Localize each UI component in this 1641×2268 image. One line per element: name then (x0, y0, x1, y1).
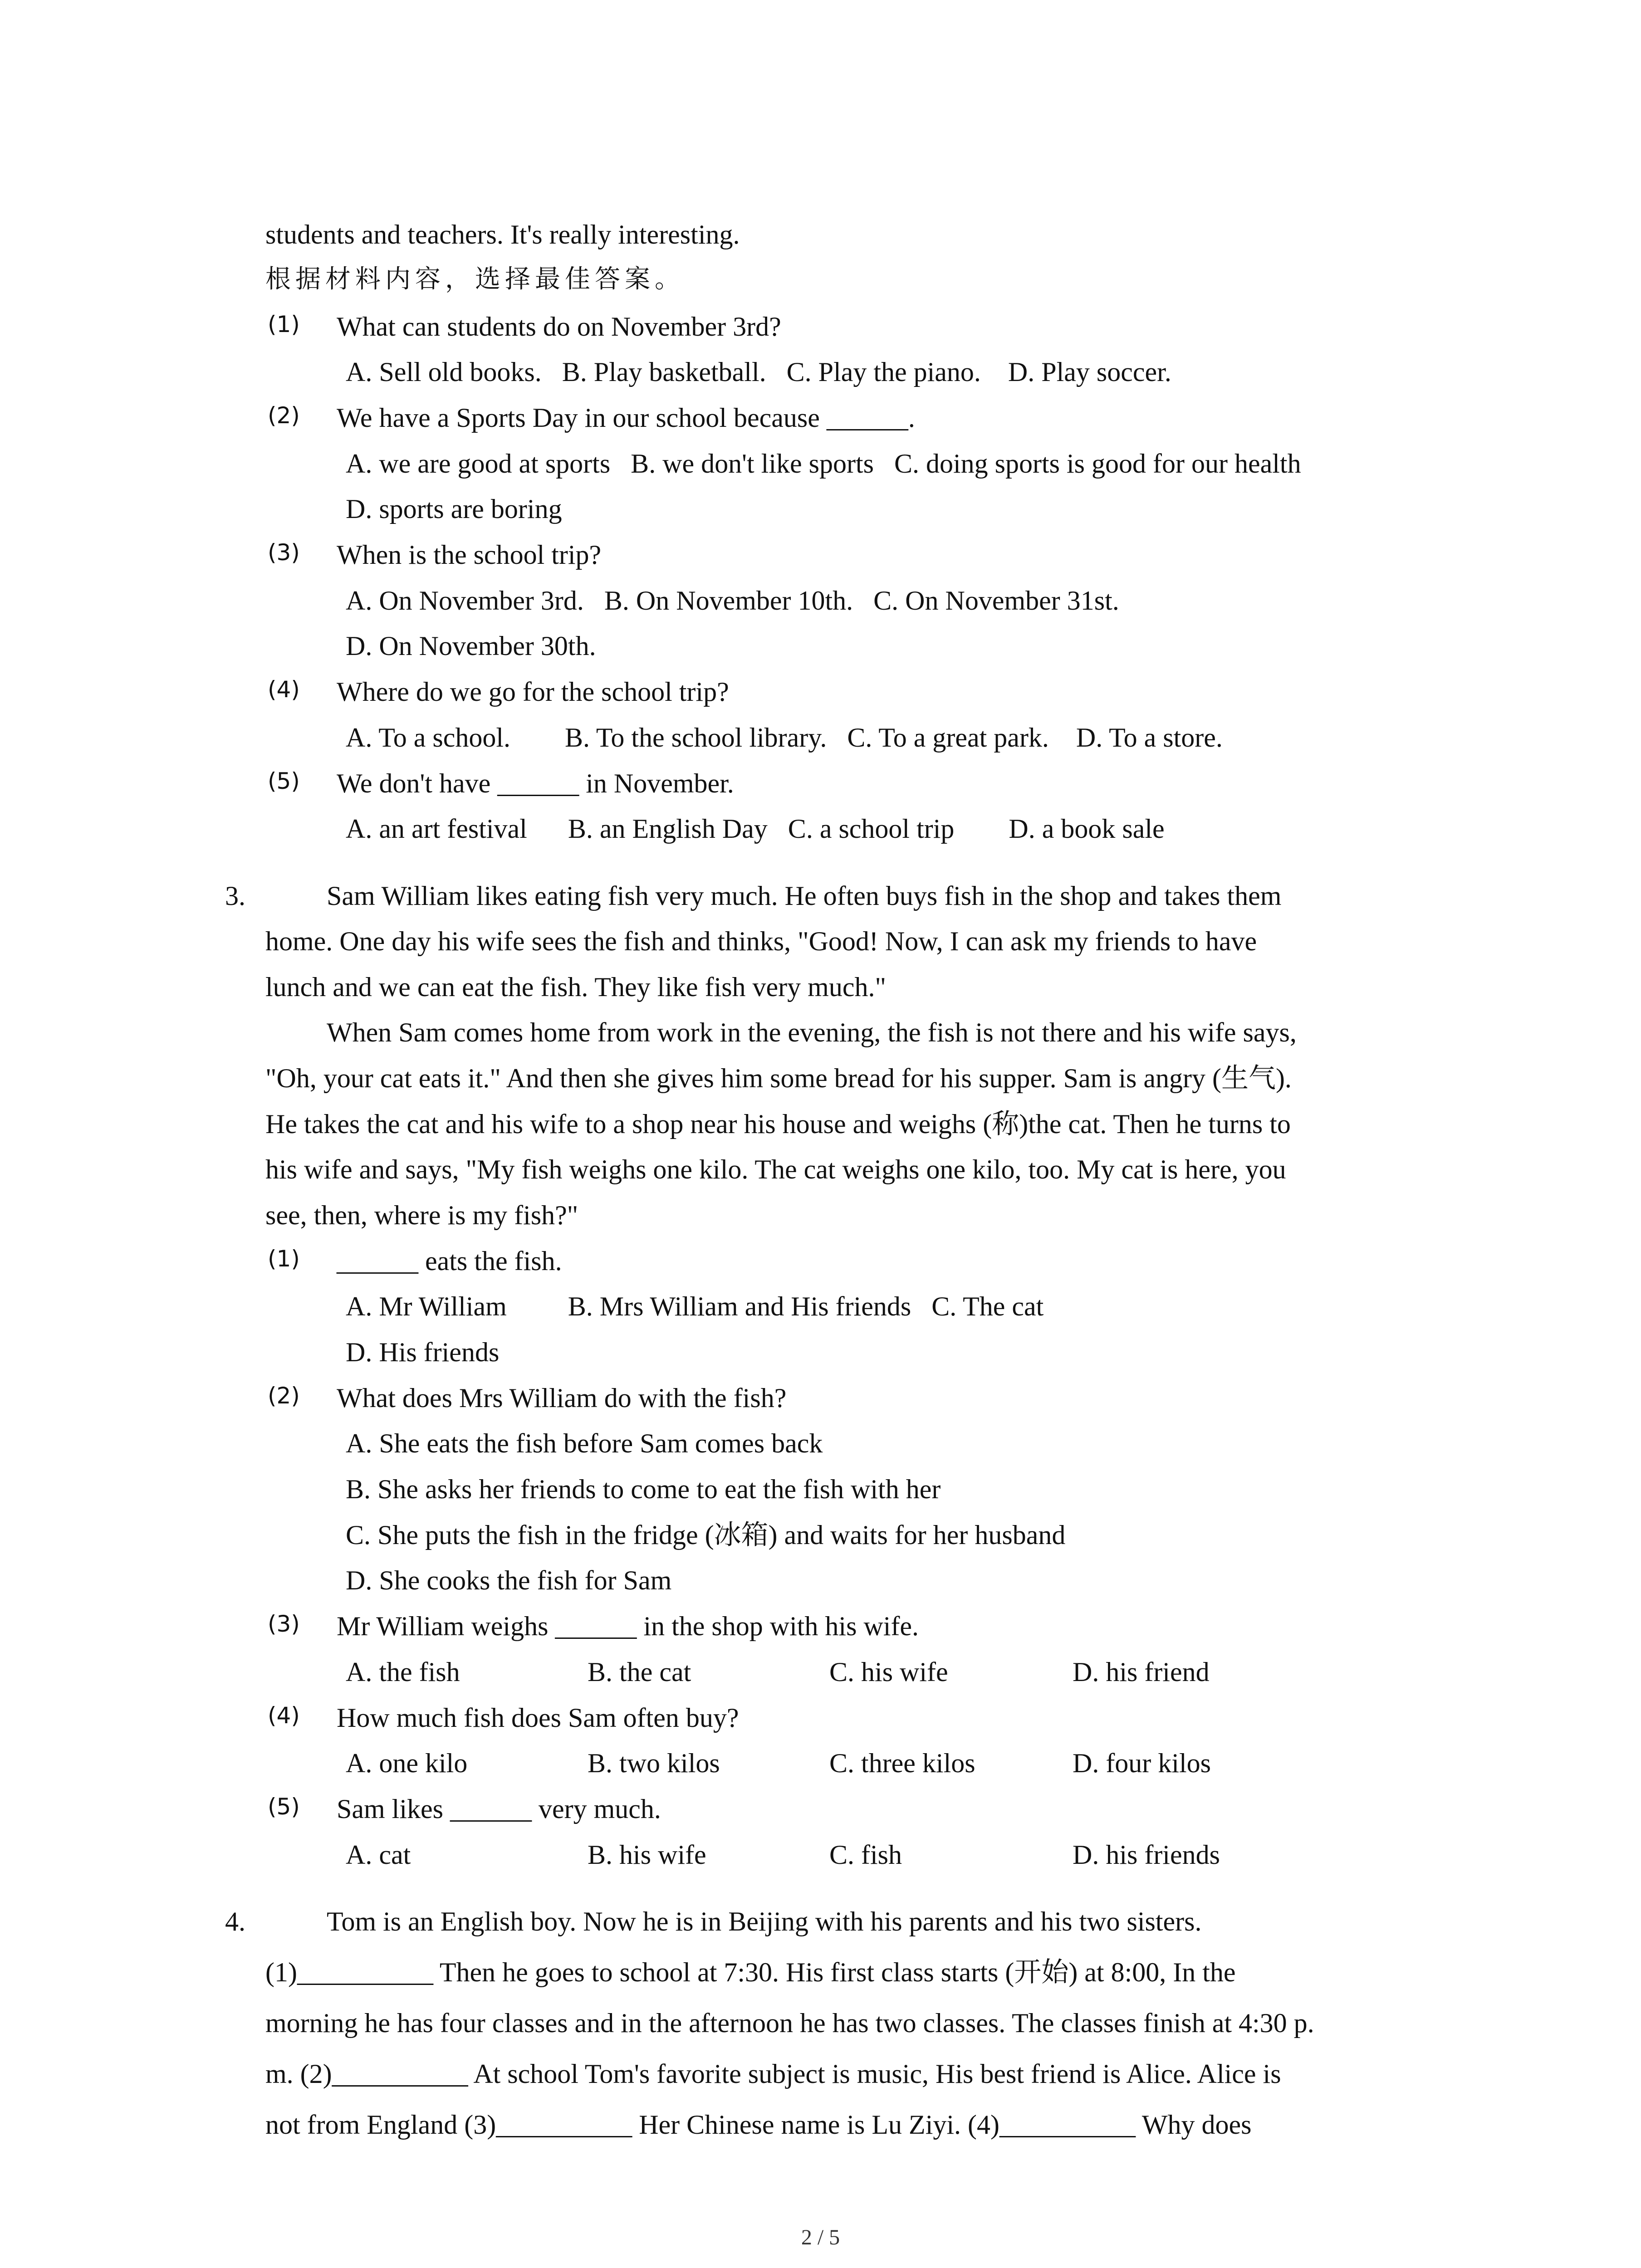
text-line: A. an art festival B. an English Day C. a school trip D. a book sale (346, 814, 1165, 844)
page-number: 2 / 5 (801, 2225, 840, 2249)
text-line: D. On November 30th. (346, 631, 596, 661)
text-line: C. three kilos (829, 1748, 975, 1778)
text-line: D. his friends (1073, 1840, 1220, 1870)
text-line: students and teachers. It's really interesting. (265, 220, 740, 249)
text-line: D. sports are boring (346, 494, 562, 524)
question-number: (5) (268, 768, 300, 794)
text-line: 根据材料内容，选择最佳答案。 (265, 264, 685, 294)
text-line: We have a Sports Day in our school because ______. (337, 403, 915, 433)
text-line: A. On November 3rd. B. On November 10th. C. On November 31st. (346, 586, 1119, 616)
question-number: (3) (268, 539, 300, 566)
text-line: D. his friend (1073, 1657, 1210, 1687)
question-number: (2) (268, 402, 300, 429)
text-line: lunch and we can eat the fish. They like fish very much." (265, 972, 886, 1002)
text-line: We don't have ______ in November. (337, 768, 734, 798)
text-line: morning he has four classes and in the afternoon he has two classes. The classes finish at 4:30 p. (265, 2008, 1314, 2038)
text-line: 4. (225, 1906, 245, 1936)
text-line: A. She eats the fish before Sam comes back (346, 1428, 823, 1458)
text-line: A. one kilo (346, 1748, 468, 1778)
question-number: (3) (268, 1611, 300, 1637)
text-line: B. the cat (588, 1657, 691, 1687)
text-line: his wife and says, "My fish weighs one kilo. The cat weighs one kilo, too. My cat is here, you (265, 1154, 1286, 1184)
text-line: When Sam comes home from work in the evening, the fish is not there and his wife says, (327, 1017, 1297, 1047)
text-line: What does Mrs William do with the fish? (337, 1383, 787, 1413)
question-number: (4) (268, 1702, 300, 1729)
question-number: (1) (268, 311, 300, 337)
text-line: Sam likes ______ very much. (337, 1794, 661, 1824)
text-line: A. To a school. B. To the school library. C. To a great park. D. To a store. (346, 723, 1223, 753)
text-line: Where do we go for the school trip? (337, 677, 729, 707)
text-line: see, then, where is my fish?" (265, 1200, 578, 1230)
text-line: "Oh, your cat eats it." And then she gives him some bread for his supper. Sam is angry (生气). (265, 1063, 1292, 1093)
text-line: A. the fish (346, 1657, 460, 1687)
text-line: A. we are good at sports B. we don't like sports C. doing sports is good for our health (346, 449, 1301, 479)
question-number: (1) (268, 1246, 300, 1272)
text-line: Sam William likes eating fish very much. He often buys fish in the shop and takes them (327, 881, 1282, 911)
text-line: ______ eats the fish. (337, 1246, 562, 1276)
text-line: How much fish does Sam often buy? (337, 1703, 739, 1733)
text-line: home. One day his wife sees the fish and thinks, "Good! Now, I can ask my friends to have (265, 926, 1257, 956)
text-line: B. She asks her friends to come to eat the fish with her (346, 1474, 941, 1504)
text-line: C. fish (829, 1840, 902, 1870)
text-line: not from England (3)__________ Her Chinese name is Lu Ziyi. (4)__________ Why does (265, 2110, 1252, 2140)
text-line: D. four kilos (1073, 1748, 1211, 1778)
question-number: (2) (268, 1383, 300, 1409)
text-line: (1)__________ Then he goes to school at 7:30. His first class starts (开始) at 8:00, In the (265, 1957, 1236, 1987)
text-line: Tom is an English boy. Now he is in Beijing with his parents and his two sisters. (327, 1906, 1202, 1936)
text-line: C. his wife (829, 1657, 948, 1687)
text-line: When is the school trip? (337, 540, 602, 570)
text-line: C. She puts the fish in the fridge (冰箱) and waits for her husband (346, 1520, 1066, 1550)
text-line: B. two kilos (588, 1748, 720, 1778)
text-line: D. She cooks the fish for Sam (346, 1565, 672, 1595)
text-line: B. his wife (588, 1840, 706, 1870)
text-line: A. cat (346, 1840, 411, 1870)
text-line: He takes the cat and his wife to a shop near his house and weighs (称)the cat. Then he turns to (265, 1109, 1291, 1139)
text-line: A. Mr William B. Mrs William and His friends C. The cat (346, 1291, 1044, 1321)
text-line: What can students do on November 3rd? (337, 312, 781, 342)
text-line: m. (2)__________ At school Tom's favorite subject is music, His best friend is Alice. Alice is (265, 2059, 1281, 2089)
text-line: D. His friends (346, 1337, 500, 1367)
text-line: 3. (225, 881, 245, 911)
text-line: Mr William weighs ______ in the shop with his wife. (337, 1611, 919, 1641)
question-number: (4) (268, 676, 300, 703)
text-line: A. Sell old books. B. Play basketball. C. Play the piano. D. Play soccer. (346, 357, 1171, 387)
question-number: (5) (268, 1794, 300, 1820)
